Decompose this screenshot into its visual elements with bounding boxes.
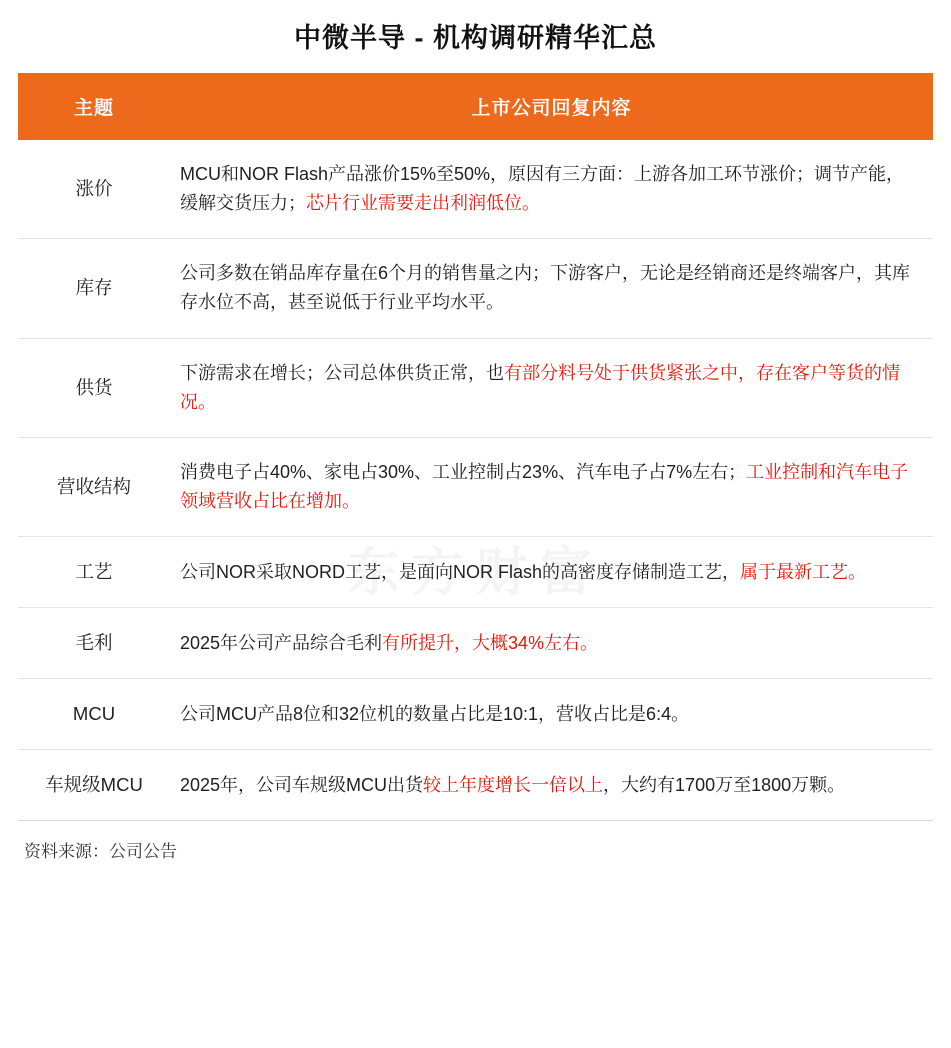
content-tail: ，大约有1700万至1800万颗。 — [603, 774, 846, 795]
table-row — [18, 750, 933, 821]
content-plain: MCU和NOR Flash产品涨价15%至50%，原因有三方面：上游各加工环节涨价；调节产能，缓解交货压力； — [180, 164, 905, 214]
row-content — [170, 338, 933, 437]
content-highlight: 有所提升，大概34%左右。 — [382, 632, 599, 653]
content-plain: 消费电子占40%、家电占30%、工业控制占23%、汽车电子占7%左右； — [180, 461, 747, 482]
page-title: 中微半导 - 机构调研精华汇总 — [294, 23, 657, 53]
table-row — [18, 608, 933, 679]
row-topic: MCU — [18, 679, 170, 750]
content-highlight: 芯片行业需要走出利润低位。 — [306, 193, 540, 214]
column-header-topic: 主题 — [18, 73, 170, 140]
row-topic: 营收结构 — [18, 437, 170, 536]
column-header-content: 上市公司回复内容 — [170, 73, 933, 140]
row-topic: 库存 — [18, 239, 170, 338]
table-header-row — [18, 73, 933, 140]
table-row — [18, 338, 933, 437]
content-plain: 下游需求在增长；公司总体供货正常，也 — [180, 362, 504, 383]
table-row — [18, 239, 933, 338]
row-topic: 毛利 — [18, 608, 170, 679]
content-highlight: 有部分料号处于供货紧张之中，存在客户等货的情况。 — [180, 362, 900, 412]
row-content — [170, 679, 933, 750]
row-content — [170, 750, 933, 821]
row-topic: 车规级MCU — [18, 750, 170, 821]
content-plain: 2025年，公司车规级MCU出货 — [180, 774, 424, 795]
row-topic: 工艺 — [18, 537, 170, 608]
content-plain: 公司多数在销品库存量在6个月的销售量之内；下游客户，无论是经销商还是终端客户，其库存水位不高，甚至说低于行业平均水平。 — [180, 263, 911, 313]
row-content — [170, 437, 933, 536]
row-content — [170, 608, 933, 679]
table-header — [18, 73, 933, 140]
table-row — [18, 140, 933, 239]
source-note: 资料来源：公司公告 — [24, 842, 177, 862]
content-plain: 公司NOR采取NORD工艺，是面向NOR Flash的高密度存储制造工艺， — [180, 561, 741, 582]
table-body — [18, 140, 933, 821]
table-row — [18, 537, 933, 608]
table-row — [18, 679, 933, 750]
row-topic: 涨价 — [18, 140, 170, 239]
row-content — [170, 537, 933, 608]
table-row — [18, 437, 933, 536]
content-highlight: 属于最新工艺。 — [740, 561, 867, 582]
content-highlight: 较上年度增长一倍以上 — [423, 774, 604, 795]
content-highlight: 工业控制和汽车电子领域营收占比在增加。 — [180, 461, 909, 512]
content-plain: 2025年公司产品综合毛利 — [180, 632, 383, 653]
row-content — [170, 140, 933, 239]
row-topic: 供货 — [18, 338, 170, 437]
row-content — [170, 239, 933, 338]
research-summary-table — [18, 73, 933, 821]
content-plain: 公司MCU产品8位和32位机的数量占比是10:1，营收占比是6:4。 — [180, 703, 690, 724]
